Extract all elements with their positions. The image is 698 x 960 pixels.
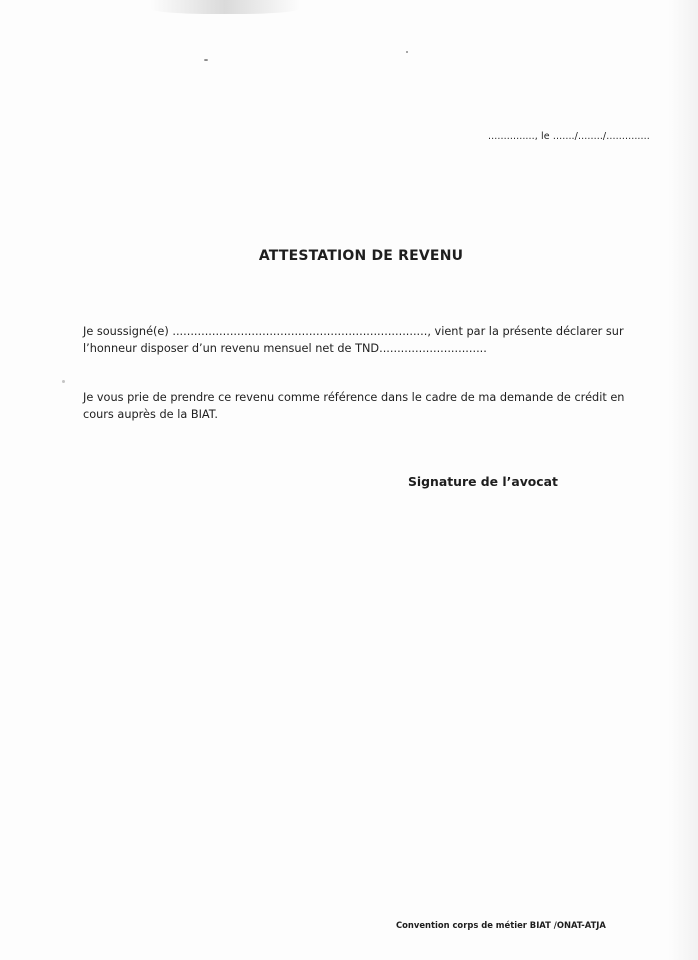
document-title xyxy=(0,248,698,264)
request-paragraph xyxy=(83,389,624,423)
scan-speck xyxy=(62,380,65,383)
declaration-line-2: l’honneur disposer d’un revenu mensuel net de TND.............................. xyxy=(83,342,487,355)
request-line-1: Je vous prie de prendre ce revenu comme référence dans le cadre de ma demande de crédit en xyxy=(83,391,625,404)
date-line: ..............., le ......./......../.............. xyxy=(488,131,650,142)
footer-note: Convention corps de métier BIAT /ONAT-ATJA xyxy=(396,920,606,930)
declaration-paragraph xyxy=(83,323,624,357)
scan-speck xyxy=(204,59,208,61)
document-title-text: ATTESTATION DE REVENU xyxy=(258,248,464,264)
declaration-line-1: Je soussigné(e) ......................................................................., vient par la présente déclarer sur xyxy=(83,325,624,338)
scan-smudge xyxy=(150,0,300,14)
scan-speck xyxy=(406,51,408,53)
signature-label: Signature de l’avocat xyxy=(408,474,558,489)
request-line-2: cours auprès de la BIAT. xyxy=(83,408,218,421)
